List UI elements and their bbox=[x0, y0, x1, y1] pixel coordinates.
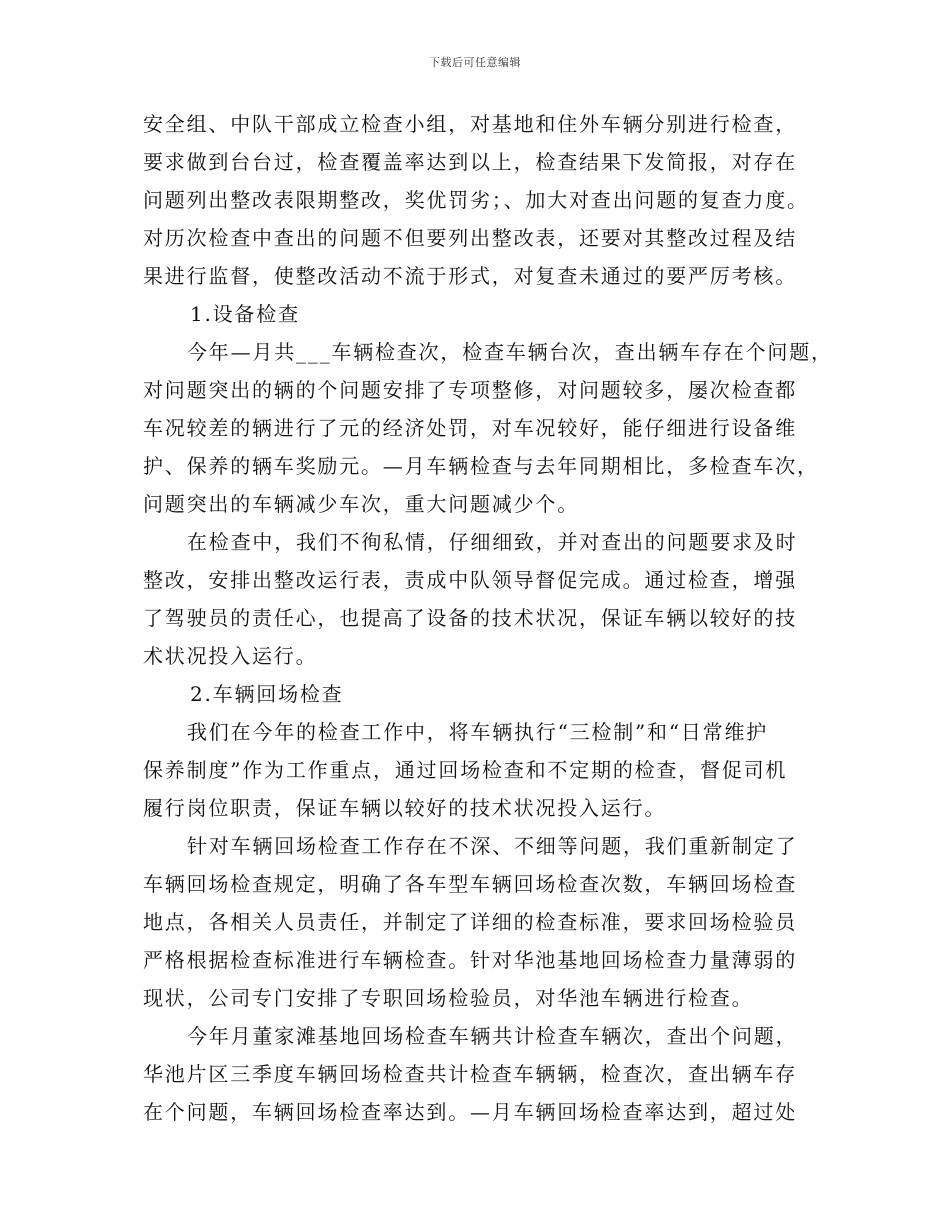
text-line: 针对车辆回场检查工作存在不深、不细等问题，我们重新制定了 bbox=[187, 834, 798, 858]
text-line: 今年月董家滩基地回场检查车辆共计检查车辆次，查出个问题， bbox=[187, 1024, 798, 1048]
text-line: 护、保养的辆车奖励元。—月车辆检查与去年同期相比，多检查车次， bbox=[143, 454, 819, 478]
text-line: 整改，安排出整改运行表，责成中队领导督促完成。通过检查，增强 bbox=[143, 568, 797, 592]
text-line: 我们在今年的检查工作中，将车辆执行“三检制”和“日常维护 bbox=[187, 720, 769, 744]
text-line: 在检查中，我们不徇私情，仔细细致，并对查出的问题要求及时 bbox=[187, 530, 798, 554]
text-line: 车辆回场检查规定，明确了各车型车辆回场检查次数，车辆回场检查 bbox=[143, 872, 797, 896]
text-line: 术状况投入运行。 bbox=[143, 644, 318, 668]
text-line: 华池片区三季度车辆回场检查共计检查车辆辆，检查次，查出辆车存 bbox=[143, 1062, 797, 1086]
text-line: 今年—月共___车辆检查次，检查车辆台次，查出辆车存在个问题， bbox=[187, 340, 833, 364]
section-heading: 1.设备检查 bbox=[190, 302, 300, 326]
text-line: 履行岗位职责，保证车辆以较好的技术状况投入运行。 bbox=[143, 796, 667, 820]
section-heading: 2.车辆回场检查 bbox=[190, 682, 344, 706]
text-line: 保养制度”作为工作重点，通过回场检查和不定期的检查，督促司机 bbox=[143, 758, 788, 782]
text-line: 对问题突出的辆的个问题安排了专项整修，对问题较多，屡次检查都 bbox=[143, 378, 797, 402]
text-line: 严格根据检查标准进行车辆检查。针对华池基地回场检查力量薄弱的 bbox=[143, 948, 797, 972]
text-line: 现状，公司专门安排了专职回场检验员，对华池车辆进行检查。 bbox=[143, 986, 754, 1010]
text-line: 安全组、中队干部成立检查小组，对基地和住外车辆分别进行检查， bbox=[143, 112, 797, 136]
text-line: 果进行监督，使整改活动不流于形式，对复查未通过的要严厉考核。 bbox=[143, 264, 797, 288]
text-line: 要求做到台台过，检查覆盖率达到以上，检查结果下发简报，对存在 bbox=[143, 150, 797, 174]
text-line: 问题突出的车辆减少车次，重大问题减少个。 bbox=[143, 492, 579, 516]
page-header: 下载后可任意编辑 bbox=[429, 56, 521, 69]
text-line: 在个问题，车辆回场检查率达到。—月车辆回场检查率达到，超过处 bbox=[143, 1100, 797, 1124]
text-line: 问题列出整改表限期整改，奖优罚劣；、加大对查出问题的复查力度。 bbox=[143, 188, 809, 212]
text-line: 了驾驶员的责任心，也提高了设备的技术状况，保证车辆以较好的技 bbox=[143, 606, 797, 630]
text-line: 对历次检查中查出的问题不但要列出整改表，还要对其整改过程及结 bbox=[143, 226, 797, 250]
text-line: 地点，各相关人员责任，并制定了详细的检查标准，要求回场检验员 bbox=[143, 910, 797, 934]
text-line: 车况较差的辆进行了元的经济处罚，对车况较好，能仔细进行设备维 bbox=[143, 416, 797, 440]
